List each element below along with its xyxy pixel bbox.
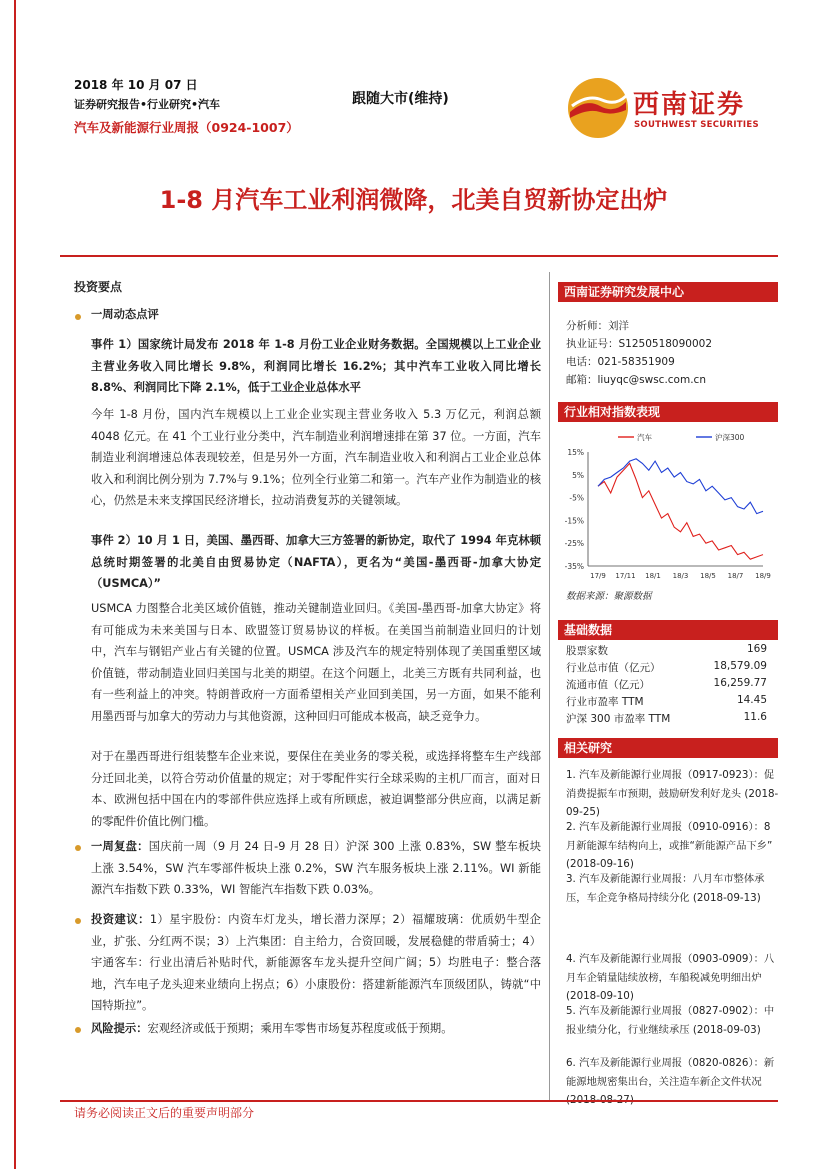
weekly-body: 国庆前一周（9 月 24 日-9 月 28 日）沪深 300 上涨 0.83%，SW 整车板块上涨 3.54%，SW 汽车零部件板块上涨 0.2%，SW 汽车服务板块上涨 2.11%。WI 新能源汽车指数下跌 0.33%，WI 智能汽车指数下跌 0.03%。 [91, 840, 541, 896]
risk-warning [91, 1018, 541, 1040]
related-research-date: (2018-09-13) [692, 891, 761, 904]
related-research-date: (2018-09-03) [692, 1023, 761, 1036]
basic-data-value: 14.45 [736, 694, 767, 706]
chart-y-tick-label: 5% [572, 470, 584, 480]
related-research-date: (2018-09-25) [566, 787, 779, 818]
invest-body: 1）星宇股份：内资车灯龙头，增长潜力深厚；2）福耀玻璃：优质奶牛型企业，扩张、分红两不误；3）上汽集团：自主给力，合资回暖，发展稳健的带盾骑士；4）宇通客车：行业出清后补贴时代，新能源客车龙头提升空间广阔；5）均胜电子：整合落地，汽车电子龙头迎来业绩向上拐点；6）小康股份：搭建新能源汽车顶级团队，铸就“中国特斯拉”。 [91, 913, 541, 1012]
chart-y-tick-label: -5% [569, 493, 584, 503]
section-title: 投资要点 [74, 280, 123, 294]
investment-advice [91, 909, 541, 1017]
company-logo-icon [566, 76, 630, 140]
basic-data-header: 基础数据 [558, 620, 778, 640]
rating: 跟随大市(维持) [352, 91, 449, 107]
logo-english-name: SOUTHWEST SECURITIES [634, 120, 759, 130]
column-divider [549, 272, 550, 1100]
basic-data-value: 18,579.09 [713, 660, 767, 672]
event2-body: USMCA 力图整合北美区域价值链，推动关键制造业回归。《美国-墨西哥-加拿大协定》将有可能成为未来美国与日本、欧盟签订贸易协议的样板。在美国当前制造业回归的计划中，汽车与钢铝产业占有关键的位置。USMCA 涉及汽车的规定特别体现了美国重塑区域价值链，带动制造业回归美国与北美的期望。在这个问题上，北美三方既有共同利益，也有一些利益上的冲突。特朗普政府一方面希望相关产业回到美国，另一方面，如果不能利用墨西哥与加拿大的劳动力与其他资源，这种回归可能成本极高，缺乏竞争力。 [91, 602, 541, 723]
weekly-label: 一周复盘： [91, 840, 149, 853]
analyst-phone: 电话：021-58351909 [566, 356, 675, 368]
related-research-text: 1. 汽车及新能源行业周报（0917-0923）：促消费提振车市预期，鼓励研发利好龙头 [566, 769, 775, 800]
chart-y-tick-label: 15% [567, 448, 584, 457]
chart-series-line-0 [598, 463, 763, 559]
event2-body-2: 对于在墨西哥进行组装整车企业来说，要保住在美业务的零关税，或选择将整车生产线部分迁回北美，以符合劳动价值量的规定；对于零配件实行全球采购的主机厂而言，面对日本、欧洲包括中国在内的零部件供应选择上或有所顾虑，被迫调整部分供应商，以满足新的零配件价值比例门槛。 [91, 750, 541, 828]
page-title: 1-8 月汽车工业利润微降，北美自贸新协定出炉 [159, 186, 668, 214]
risk-label: 风险提示： [91, 1022, 148, 1035]
report-date: 2018 年 10 月 07 日 [74, 78, 198, 92]
chart-x-tick-label: 18/7 [727, 572, 744, 580]
bullet-icon [75, 1027, 81, 1033]
chart-x-tick-label: 17/9 [590, 572, 606, 580]
report-type: 证券研究报告•行业研究•汽车 [74, 98, 221, 111]
chart-x-tick-label: 18/3 [672, 572, 689, 580]
logo-chinese-name: 西南证券 [633, 90, 746, 120]
bullet-icon [75, 845, 81, 851]
data-source: 数据来源：聚源数据 [566, 591, 652, 602]
related-research-date: (2018-09-16) [566, 858, 634, 870]
chart-x-tick-label: 18/1 [645, 572, 661, 580]
related-research-item[interactable] [566, 870, 781, 907]
related-research-item[interactable] [566, 818, 781, 874]
chart-y-tick-label: -15% [564, 516, 584, 526]
chart-series-line-1 [598, 459, 763, 514]
related-research-header: 相关研究 [558, 738, 778, 758]
analyst-name: 分析师：刘洋 [566, 320, 629, 332]
index-chart-header: 行业相对指数表现 [558, 402, 778, 422]
footer-divider [60, 1100, 778, 1102]
basic-data-label: 股票家数 [566, 645, 608, 657]
basic-data-label: 行业市盈率 TTM [566, 696, 644, 708]
basic-data-value: 169 [746, 643, 767, 655]
related-research-text: 4. 汽车及新能源行业周报（0903-0909）：八月车企销量陆续放榜，车船税减免明细出炉 [566, 953, 775, 984]
basic-data-label: 行业总市值（亿元） [566, 662, 661, 674]
weekly-review-label: 一周动态点评 [91, 308, 159, 321]
related-research-text: 5. 汽车及新能源行业周报（0827-0902）：中报业绩分化，行业继续承压 [566, 1005, 775, 1036]
related-research-item[interactable] [566, 950, 781, 1006]
invest-label: 投资建议： [91, 913, 150, 926]
related-research-text: 2. 汽车及新能源行业周报（0910-0916）：8 月新能源车结构向上，或推“新能源产品下乡” [566, 821, 773, 852]
risk-body: 宏观经济或低于预期；乘用车零售市场复苏程度或低于预期。 [147, 1022, 453, 1035]
basic-data-value: 11.6 [743, 711, 767, 723]
weekly-recap [91, 836, 541, 901]
related-research-date: (2018-09-10) [566, 990, 634, 1002]
basic-data-value: 16,259.77 [713, 677, 767, 689]
chart-legend-label: 沪深300 [715, 433, 745, 442]
event1-body: 今年 1-8 月份，国内汽车规模以上工业企业实现主营业务收入 5.3 万亿元，利润总额 4048 亿元。在 41 个工业行业分类中，汽车制造业利润增速排在第 37 位。一方面，汽车制造业利润增速总体表现较差，但是另外一方面，汽车制造业收入和利润占工业企业总体收入和利润比例分别为 7.7%与 9.1%；位列全行业第二和第一。汽车产业作为制造业的核心，仍然是未来支撑国民经济增长，拉动消费复苏的关键领域。 [91, 408, 541, 507]
chart-y-tick-label: -35% [564, 562, 584, 571]
bullet-icon [75, 918, 81, 924]
related-research-item[interactable] [566, 1002, 781, 1039]
research-center-header: 西南证券研究发展中心 [558, 282, 778, 302]
chart-x-tick-label: 17/11 [615, 572, 636, 580]
analyst-email[interactable]: 邮箱：liuyqc@swsc.com.cn [566, 374, 706, 386]
basic-data-label: 流通市值（亿元） [566, 679, 650, 691]
left-accent-line [14, 0, 16, 1169]
report-name: 汽车及新能源行业周报（0924-1007） [74, 120, 299, 135]
related-research-text: 3. 汽车及新能源行业周报：八月车市整体承压，车企竞争格局持续分化 [566, 873, 765, 904]
analyst-license: 执业证号：S1250518090002 [566, 338, 713, 350]
chart-x-tick-label: 18/9 [755, 572, 771, 580]
bullet-icon [75, 314, 81, 320]
event2-title: 事件 2）10 月 1 日，美国、墨西哥、加拿大三方签署的新协定，取代了 1994 年克林顿总统时期签署的北美自由贸易协定（NAFTA），更名为“美国-墨西哥-加拿大协定（USMCA）” [91, 534, 541, 590]
chart-x-tick-label: 18/5 [700, 572, 716, 580]
basic-data-label: 沪深 300 市盈率 TTM [566, 713, 671, 725]
footer-disclaimer: 请务必阅读正文后的重要声明部分 [74, 1106, 255, 1120]
relative-index-chart [558, 426, 778, 586]
chart-legend-label: 汽车 [637, 433, 652, 442]
chart-y-tick-label: -25% [564, 539, 584, 549]
title-divider [60, 255, 778, 257]
event1-title: 事件 1）国家统计局发布 2018 年 1-8 月份工业企业财务数据。全国规模以上工业企业主营业务收入同比增长 9.8%，利润同比增长 16.2%；其中汽车工业收入同比增长 8.8%、利润同比下降 2.1%，低于工业企业总体水平 [91, 338, 541, 394]
related-research-item[interactable] [566, 766, 781, 822]
related-research-text: 6. 汽车及新能源行业周报（0820-0826）：新能源地规密集出台，关注造车新企文件状况 [566, 1057, 775, 1088]
